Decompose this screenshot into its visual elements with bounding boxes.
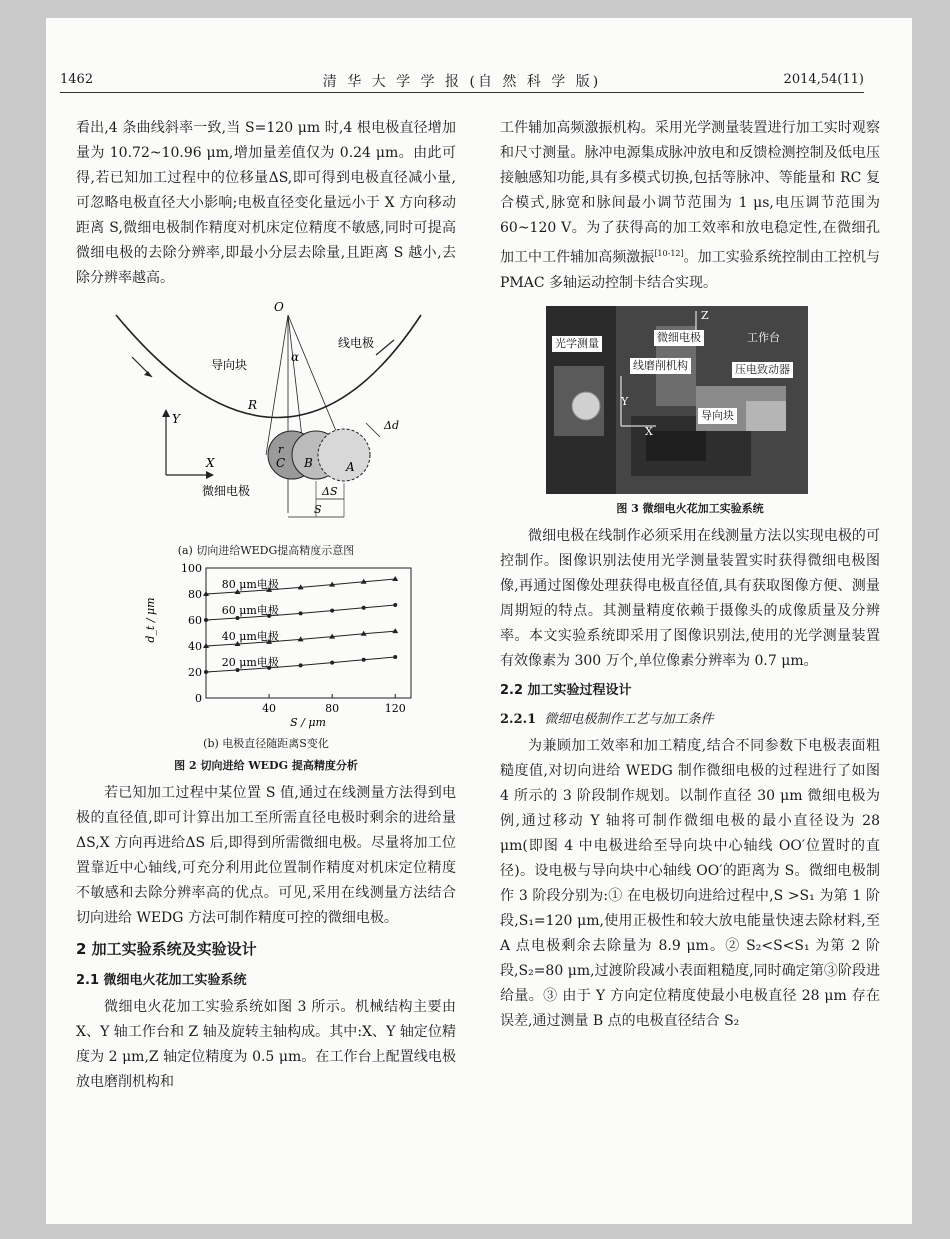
data-point <box>299 663 303 667</box>
data-point <box>330 609 334 613</box>
subsubsection-title: 微细电极制作工艺与加工条件 <box>544 711 714 727</box>
data-point <box>330 661 334 665</box>
experiment-photo <box>546 306 808 494</box>
label-table: 工作台 <box>747 330 780 344</box>
series-label: 40 μm电极 <box>221 630 279 643</box>
figure-2-caption: 图 2 切向进给 WEDG 提高精度分析 <box>174 759 358 772</box>
label-micro-electrode: 微细电极 <box>202 484 251 498</box>
data-point <box>392 576 398 581</box>
data-point <box>393 655 397 659</box>
label-delta-d: Δd <box>384 419 399 432</box>
paragraph: 若已知加工过程中某位置 S 值,通过在线测量方法得到电极的直径值,即可计算出加工至所需直径电极时剩余的进给量ΔS,X 方向再进给ΔS 后,即得到所需微细电极。尽量将加工位置靠近中心轴线,可充分利用此位置制作精度对机床定位精度不敏感和去除分辨率高的优点。可见,采用在线测量方法结合切向进给 WEDG 方法可制作精度可控的微细电极。 <box>76 785 456 926</box>
paragraph: 微细电火花加工实验系统如图 3 所示。机械结构主要由 X、Y 轴工作台和 Z 轴及旋转主轴构成。其中:X、Y 轴定位精度为 2 μm,Z 轴定位精度为 0.5 μm。在工作台上配置线电极放电磨削机构和 <box>76 999 456 1090</box>
series-label: 20 μm电极 <box>221 656 279 669</box>
series-label: 80 μm电极 <box>221 578 279 591</box>
y-tick-label: 60 <box>188 614 202 627</box>
label-B: B <box>304 456 313 470</box>
y-tick-label: 80 <box>188 588 202 601</box>
label-r: r <box>278 443 284 456</box>
data-point <box>393 603 397 607</box>
journal-title: 清 华 大 学 学 报 (自 然 科 学 版) <box>322 74 602 90</box>
chart-xlabel: S / μm <box>290 716 326 729</box>
series-label: 60 μm电极 <box>221 604 279 617</box>
page-number: 1462 <box>60 72 94 87</box>
label-Y: Y <box>172 412 180 426</box>
label-delta-S: ΔS <box>322 485 338 498</box>
label-guide: 导向块 <box>698 408 737 424</box>
section-heading: 2 加工实验系统及实验设计 <box>76 940 257 958</box>
label-S: S <box>314 503 322 516</box>
diameter-chart <box>76 560 456 732</box>
data-point <box>362 606 366 610</box>
wedg-diagram <box>76 295 456 533</box>
label-X: X <box>645 424 653 438</box>
left-column <box>76 116 456 1095</box>
label-grinding: 线磨削机构 <box>630 358 691 374</box>
data-point <box>299 611 303 615</box>
text-run: 。加工实验系统控制由工控机与 PMAC 多轴运动控制卡结合实现。 <box>500 249 881 291</box>
x-tick-label: 40 <box>262 702 277 715</box>
subsection-heading: 2.1 微细电火花加工实验系统 <box>76 973 247 988</box>
subsection-heading: 2.2 加工实验过程设计 <box>500 682 632 698</box>
right-column <box>500 116 880 1034</box>
figure-2b <box>76 560 456 775</box>
running-header <box>60 68 864 93</box>
chart-series <box>203 576 398 674</box>
y-tick-label: 100 <box>181 562 202 575</box>
label-piezo: 压电致动器 <box>732 362 793 378</box>
figure-3-caption: 图 3 微细电火花加工实验系统 <box>616 501 764 515</box>
label-optical: 光学测量 <box>552 336 602 352</box>
paragraph: 微细电极在线制作必须采用在线测量方法以实现电极的可控制作。图像识别法使用光学测量装置实时获得微细电极图像,再通过图像处理获得电极直径值,具有获取图像方便、测量周期短的特点。其测量精度依赖于摄像头的成像质量及分辨率。本文实验系统即采用了图像识别法,使用的光学测量装置有效像素为 300 万个,单位像素分辨率为 0.7 μm。 <box>500 527 880 669</box>
subsubsection-number: 2.2.1 <box>500 711 537 727</box>
citation: [10-12] <box>654 249 684 258</box>
label-R: R <box>248 398 258 412</box>
label-wire: 线电极 <box>338 336 375 350</box>
issue-info: 2014,54(11) <box>783 72 864 87</box>
paragraph: 为兼顾加工效率和加工精度,结合不同参数下电极表面粗糙度值,对切向进给 WEDG 制作微细电极的过程进行了如图 4 所示的 3 阶段制作规划。以制作直径 30 μm 微细电极为例,通过移动 Y 轴将可制作微细电极的最小直径设为 28 μm(即图 4 中电极进给至导向块中心轴线 OO′位置时的直径)。设电极与导向块中心轴线 OO′的距离为 S。微细电极制作 3 阶段分别为:① 在电极切向进给过程中,S >S₁ 为第 1 阶段,S₁=120 μm,使用正极性和较大放电能量快速去除材料,至 A 点电极剩余去除量为 8.9 μm。② S₂<S<S₁ 为第 2 阶段,S₂=80 μm,过渡阶段减小表面粗糙度,同时确定第③阶段进给量。③ 由于 Y 方向定位精度使最小电极直径 28 μm 存在误差,通过测量 B 点的电极直径结合 S₂ <box>500 737 880 1029</box>
text-run: 工件辅加高频激振机构。采用光学测量装置进行加工实时观察和尺寸测量。脉冲电源集成脉冲放电和反馈检测控制及低电压接触感知功能,具有多模式切换,包括等脉冲、等能量和 RC 复合模式,脉宽和脉间最小调节范围为 1 μs,电压调节范围为 60~120 V。为了获得高的加工效率和放电稳定性,在微细孔加工中工件辅加高频激振 <box>500 120 880 266</box>
label-C: C <box>276 456 286 470</box>
label-alpha: α <box>291 350 300 364</box>
paragraph <box>500 116 880 296</box>
chart-ticks <box>181 562 406 715</box>
figure-2b-caption: (b) 电极直径随距离S变化 <box>203 737 329 750</box>
label-Y: Y <box>621 394 629 408</box>
subsubsection-heading <box>500 707 880 732</box>
y-tick-label: 40 <box>188 640 202 653</box>
y-tick-label: 20 <box>188 666 202 679</box>
label-O: O <box>274 300 284 314</box>
label-A: A <box>346 460 355 474</box>
data-point <box>362 658 366 662</box>
label-Z: Z <box>701 308 709 322</box>
y-tick-label: 0 <box>195 692 202 705</box>
figure-2a-caption: (a) 切向进给WEDG提高精度示意图 <box>177 544 355 557</box>
x-tick-label: 80 <box>325 702 340 715</box>
label-micro-electrode: 微细电极 <box>654 330 704 346</box>
chart-ylabel: d_t / μm <box>144 597 157 643</box>
figure-2a <box>76 295 456 560</box>
data-point <box>392 628 398 633</box>
paragraph: 看出,4 条曲线斜率一致,当 S=120 μm 时,4 根电极直径增加量为 10.72~10.96 μm,增加量差值仅为 0.24 μm。由此可得,若已知加工过程中的位移量ΔS,即可得到电极直径减小量,可忽略电极直径大小影响;电极直径变化量远小于 X 方向移动距离 S,微细电极制作精度对机床定位精度不敏感,同时可提高微细电极的去除分辨率,即最小分层去除量,且距离 S 越小,去除分辨率越高。 <box>76 120 456 286</box>
x-tick-label: 120 <box>384 702 406 715</box>
label-X: X <box>206 456 215 470</box>
figure-3 <box>546 306 808 494</box>
label-guide: 导向块 <box>211 358 248 372</box>
